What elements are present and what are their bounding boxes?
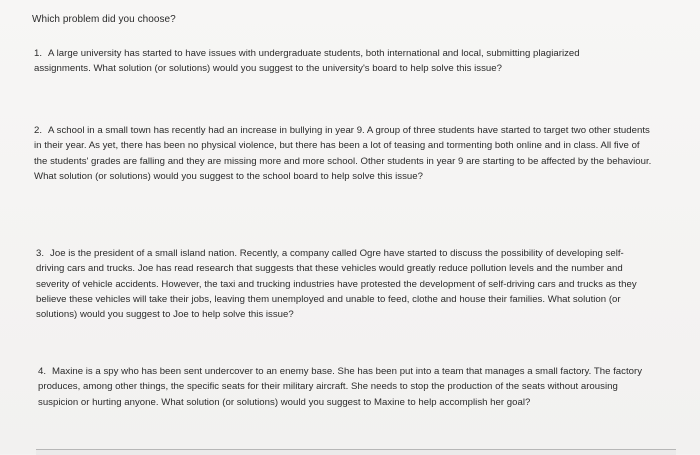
answer-box-edge[interactable]: [36, 449, 676, 455]
problem-option-1: [34, 46, 634, 77]
question-prompt: Which problem did you choose?: [32, 14, 176, 25]
problem-text: A school in a small town has recently had an increase in bullying in year 9. A group of three students have started to target two other students in their year. As yet, there has been no physical violence, but there has been a lot of teasing and tormenting both online and in class. All five of the students' grades are falling and they are missing more and more school. Other students in year 9 are starting to be affected by the behaviour. What solution (or solutions) would you suggest to the school board to help solve this issue?: [34, 125, 652, 182]
problem-option-2: [34, 123, 652, 184]
problem-number: 1.: [34, 48, 43, 59]
problem-number: 4.: [38, 366, 47, 377]
problem-text: Joe is the president of a small island nation. Recently, a company called Ogre have started to discuss the possibility of developing self-driving cars and trucks. Joe has read research that suggests that these vehicles would greatly reduce pollution levels and the number and severity of vehicle accidents. However, the taxi and trucking industries have protested the development of self-driving cars and trucks as they believe these vehicles will take their jobs, leaving them unemployed and unable to feed, clothe and house their families. What solution (or solutions) would you suggest to Joe to help solve this issue?: [36, 248, 637, 321]
problem-option-3: [36, 246, 646, 322]
problem-text: Maxine is a spy who has been sent undercover to an enemy base. She has been put into a team that manages a small factory. The factory produces, among other things, the specific seats for their military aircraft. She needs to stop the production of the seats without arousing suspicion or hurting anyone. What solution (or solutions) would you suggest to Maxine to help accomplish her goal?: [38, 366, 643, 408]
problem-number: 2.: [34, 125, 43, 136]
problem-number: 3.: [36, 248, 45, 259]
problem-option-4: [38, 364, 648, 410]
problem-text: A large university has started to have issues with undergraduate students, both international and local, submitting plagiarized assignments. What solution (or solutions) would you suggest to the university's board to help solve this issue?: [34, 48, 580, 75]
